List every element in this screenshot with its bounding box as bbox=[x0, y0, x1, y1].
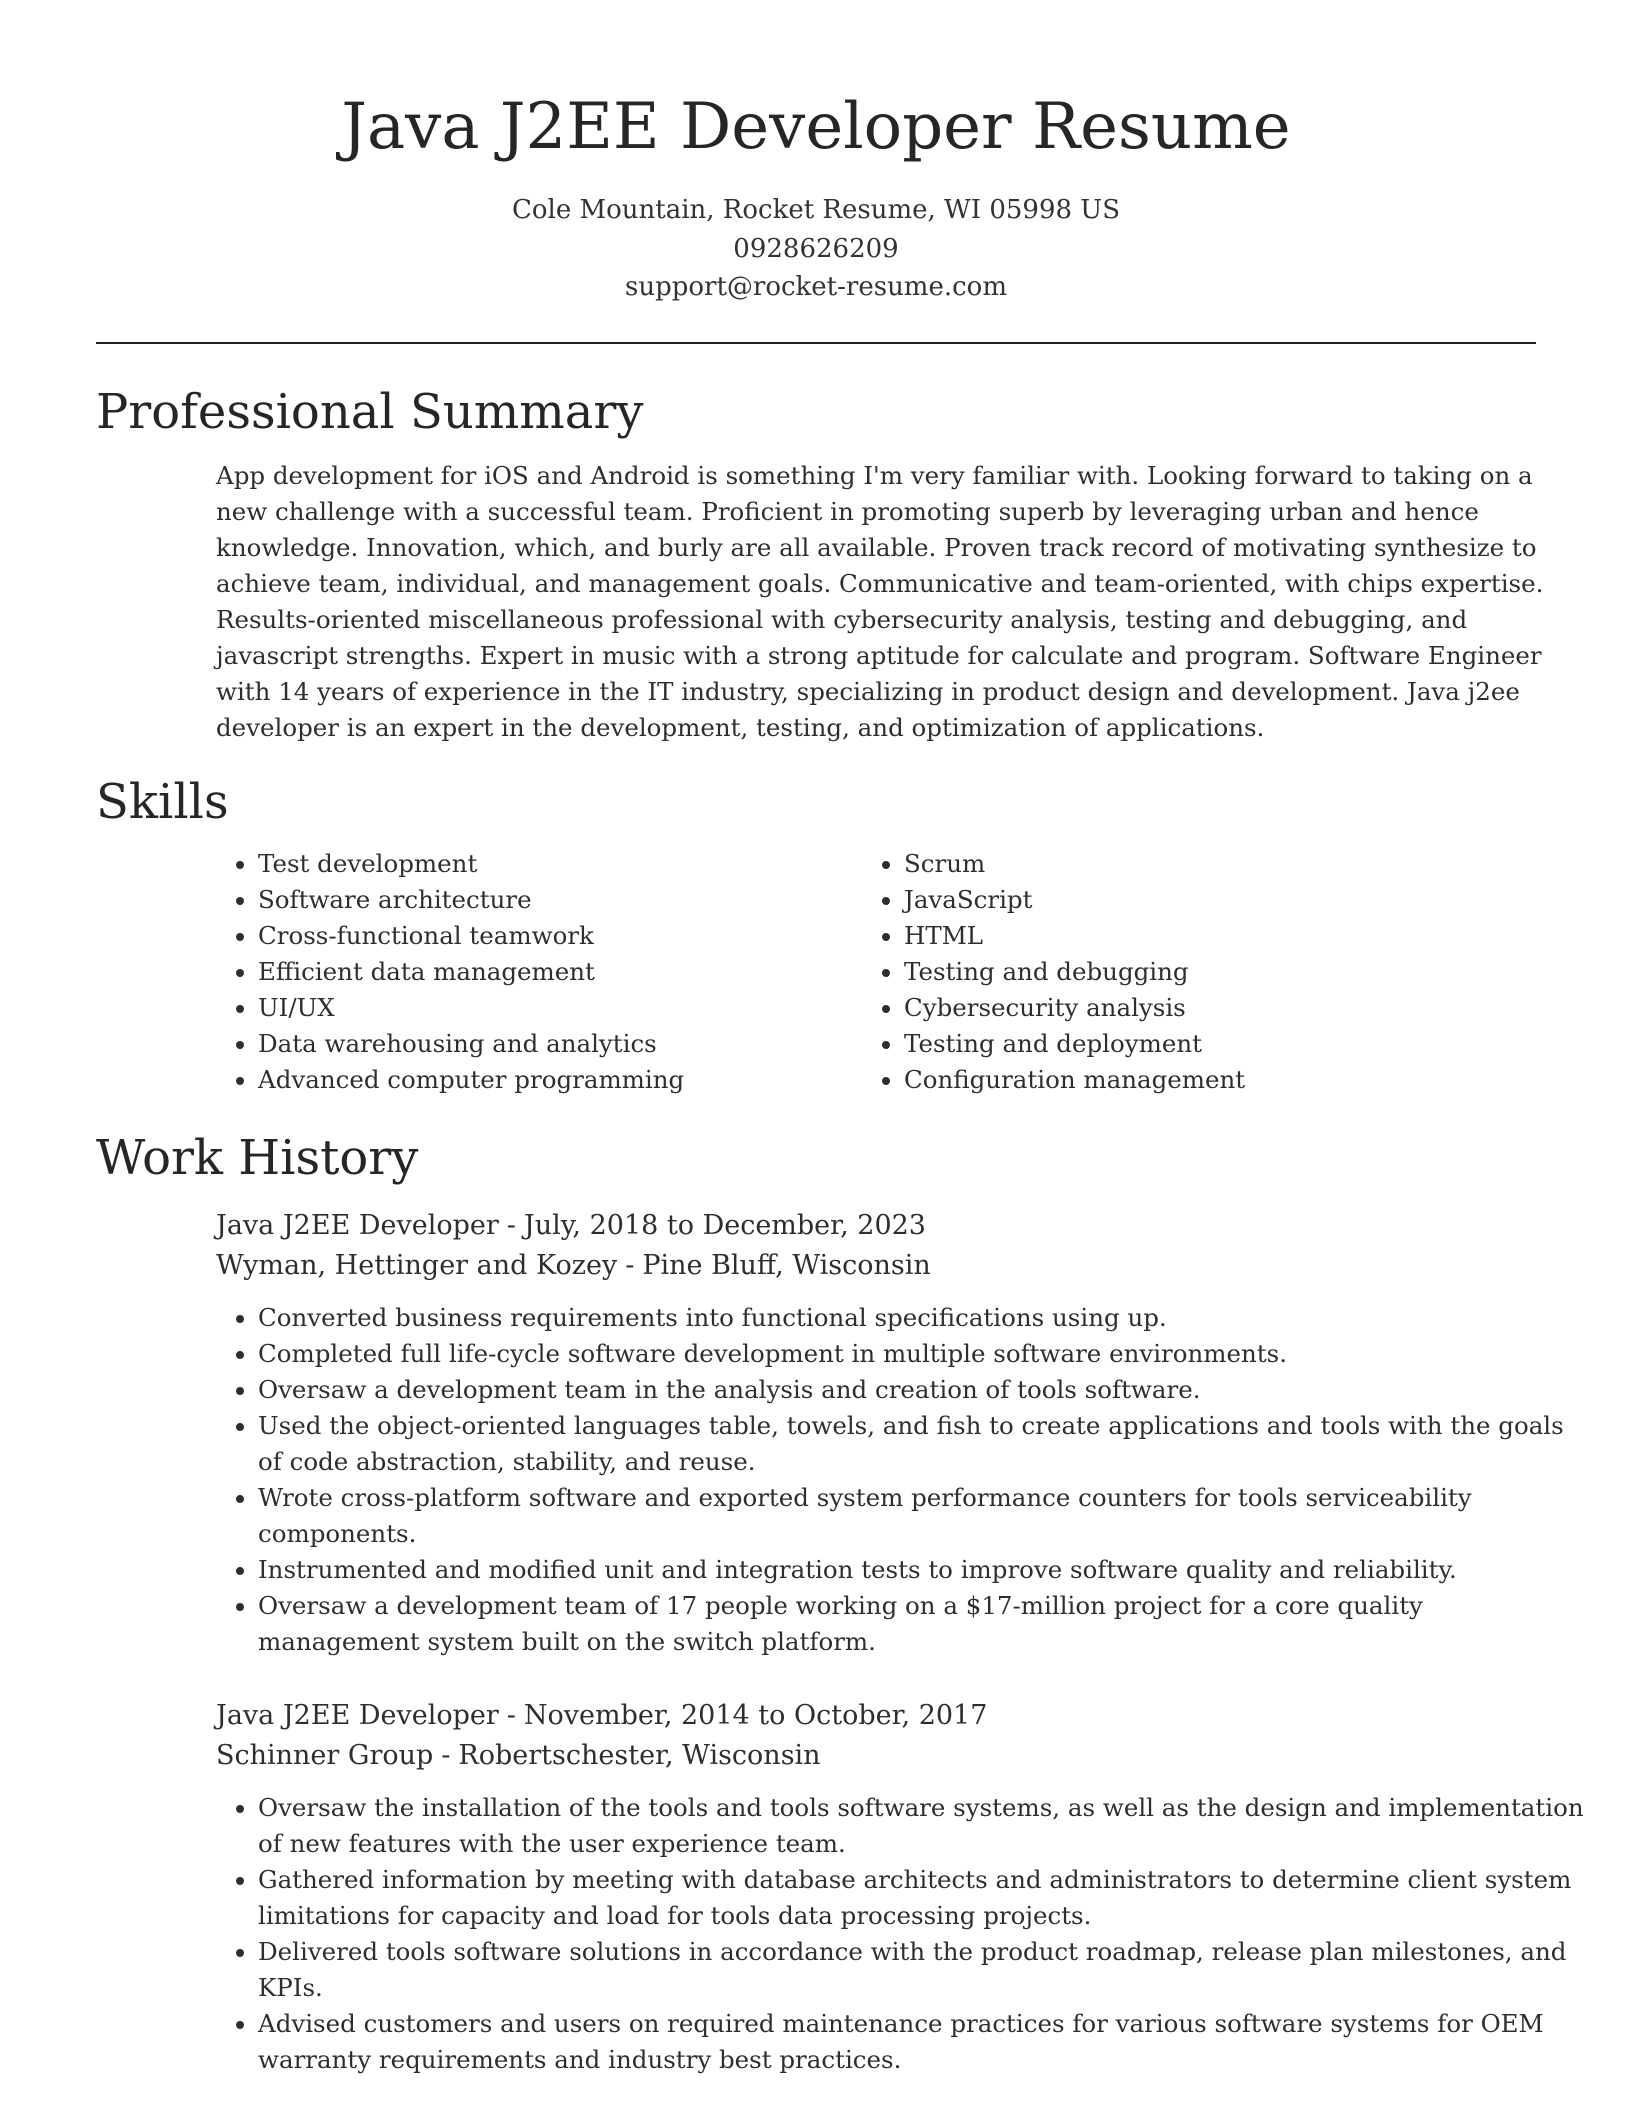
skill-item: • Software architecture bbox=[258, 882, 818, 918]
job-bullet: • Oversaw a development team of 17 people working on a $17-million project for a core quality management system built on the switch platform. bbox=[258, 1588, 1590, 1660]
skill-item: • Data warehousing and analytics bbox=[258, 1026, 818, 1062]
skill-item: • Test development bbox=[258, 846, 818, 882]
job-role: Java J2EE Developer bbox=[216, 1700, 499, 1731]
skills-list-right bbox=[860, 846, 1504, 1098]
job-title-line: Java J2EE Developer - November, 2014 to October, 2017 bbox=[216, 1700, 988, 1731]
job-location: Pine Bluff, Wisconsin bbox=[642, 1250, 931, 1281]
skill-item: • HTML bbox=[904, 918, 1504, 954]
contact-address: Cole Mountain, Rocket Resume, WI 05998 US bbox=[511, 195, 1121, 225]
job-bullet: • Oversaw a development team in the analysis and creation of tools software. bbox=[258, 1372, 1590, 1408]
job-company-line: Wyman, Hettinger and Kozey - Pine Bluff, Wisconsin bbox=[216, 1250, 931, 1281]
job-bullet: • Advised customers and users on required maintenance practices for various software systems for OEM warranty requirements and industry best practices. bbox=[258, 2006, 1590, 2078]
job-bullet: • Instrumented and modified unit and integration tests to improve software quality and reliability. bbox=[258, 1552, 1590, 1588]
job-bullets bbox=[214, 1790, 1590, 2078]
skill-item: • Cybersecurity analysis bbox=[904, 990, 1504, 1026]
skill-item: • Scrum bbox=[904, 846, 1504, 882]
skill-item: • Cross-functional teamwork bbox=[258, 918, 818, 954]
job-dates: November, 2014 to October, 2017 bbox=[523, 1700, 988, 1731]
job-location: Robertschester, Wisconsin bbox=[458, 1740, 821, 1771]
job-bullets bbox=[214, 1300, 1590, 1660]
job-bullet: • Wrote cross-platform software and exported system performance counters for tools serviceability components. bbox=[258, 1480, 1590, 1552]
work-history-heading: Work History bbox=[96, 1130, 419, 1186]
job-title-line: Java J2EE Developer - July, 2018 to December, 2023 bbox=[216, 1210, 926, 1241]
skill-item: • JavaScript bbox=[904, 882, 1504, 918]
skill-item: • Configuration management bbox=[904, 1062, 1504, 1098]
skill-item: • Testing and deployment bbox=[904, 1026, 1504, 1062]
header-divider bbox=[96, 342, 1536, 344]
job-bullet: • Gathered information by meeting with database architects and administrators to determine client system limitations for capacity and load for tools data processing projects. bbox=[258, 1862, 1590, 1934]
skill-item: • Efficient data management bbox=[258, 954, 818, 990]
skills-heading: Skills bbox=[96, 774, 229, 830]
job-company: Schinner Group bbox=[216, 1740, 434, 1771]
job-role: Java J2EE Developer bbox=[216, 1210, 499, 1241]
job-bullet: • Converted business requirements into functional specifications using up. bbox=[258, 1300, 1590, 1336]
job-bullet: • Oversaw the installation of the tools and tools software systems, as well as the design and implementation of new features with the user experience team. bbox=[258, 1790, 1590, 1862]
skill-item: • Advanced computer programming bbox=[258, 1062, 818, 1098]
summary-text: App development for iOS and Android is something I'm very familiar with. Looking forward to taking on a new challenge with a successful team. Proficient in promoting superb by leveraging urban and hence knowledge. Innovation, which, and burly are all available. Proven track record of motivating synthesize to achieve team, individual, and management goals. Communicative and team-oriented, with chips expertise. Results-oriented miscellaneous professional with cybersecurity analysis, testing and debugging, and javascript strengths. Expert in music with a strong aptitude for calculate and program. Software Engineer with 14 years of experience in the IT industry, specializing in product design and development. Java j2ee developer is an expert in the development, testing, and optimization of applications. bbox=[216, 461, 1544, 742]
resume-title: Java J2EE Developer Resume bbox=[341, 90, 1291, 164]
skills-list-left bbox=[214, 846, 818, 1098]
contact-email: support@rocket-resume.com bbox=[624, 272, 1007, 302]
job-company-line: Schinner Group - Robertschester, Wisconsin bbox=[216, 1740, 821, 1771]
job-bullet: • Used the object-oriented languages table, towels, and fish to create applications and tools with the goals of code abstraction, stability, and reuse. bbox=[258, 1408, 1590, 1480]
job-company: Wyman, Hettinger and Kozey bbox=[216, 1250, 618, 1281]
summary-heading: Professional Summary bbox=[96, 384, 644, 440]
job-dates: July, 2018 to December, 2023 bbox=[523, 1210, 926, 1241]
job-bullet: • Completed full life-cycle software development in multiple software environments. bbox=[258, 1336, 1590, 1372]
contact-phone: 0928626209 bbox=[733, 234, 899, 264]
skill-item: • UI/UX bbox=[258, 990, 818, 1026]
skill-item: • Testing and debugging bbox=[904, 954, 1504, 990]
job-bullet: • Delivered tools software solutions in accordance with the product roadmap, release plan milestones, and KPIs. bbox=[258, 1934, 1590, 2006]
